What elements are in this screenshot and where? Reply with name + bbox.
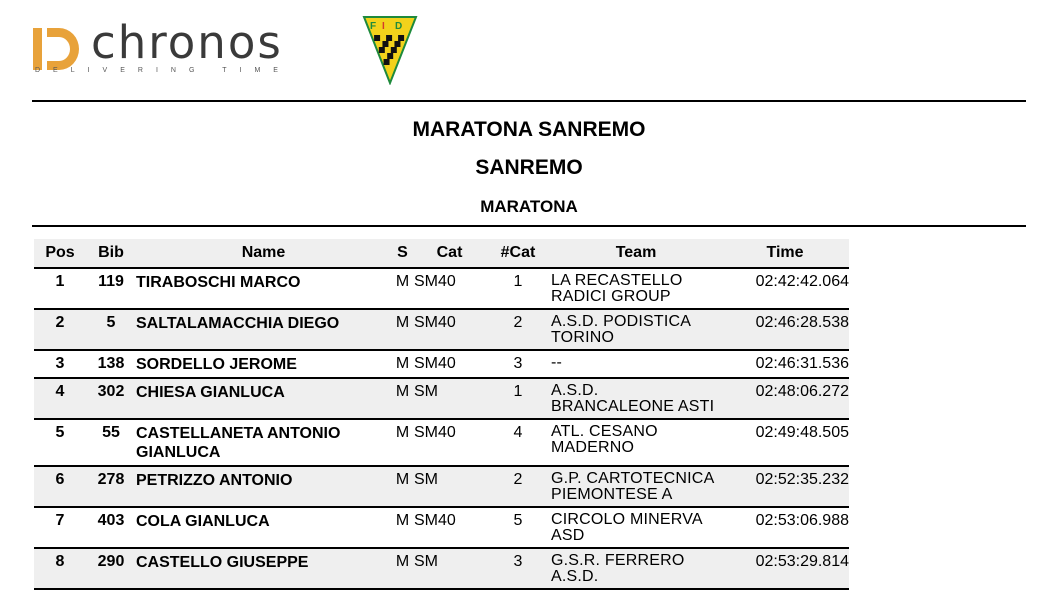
sex-cell: M [391,378,414,419]
brand-name: chronos [91,16,283,69]
sex-cell: M [391,309,414,350]
category-cell: SM [414,548,485,589]
category-cell: SM40 [414,507,485,548]
column-header-team: Team [551,239,721,268]
bib-cell: 403 [86,507,136,548]
table-row [34,378,849,419]
event-title: MARATONA SANREMO [412,118,646,141]
title-divider [32,225,1026,227]
bib-cell: 278 [86,466,136,507]
finish-time-cell: 02:52:35.232 [721,466,849,507]
bib-cell: 138 [86,350,136,378]
athlete-name-cell: SALTALAMACCHIA DIEGO [136,309,391,350]
chronos-logo [33,16,313,80]
team-cell: -- [551,350,721,378]
table-row [34,268,849,309]
svg-text:I: I [382,21,385,32]
finish-time-cell: 02:49:48.505 [721,419,849,466]
position-cell: 4 [34,378,86,419]
category-position-cell: 5 [485,507,551,548]
bib-cell: 5 [86,309,136,350]
finish-time-cell: 02:46:28.538 [721,309,849,350]
category-position-cell: 3 [485,548,551,589]
team-cell: A.S.D. BRANCALEONE ASTI [551,378,721,419]
team-cell: A.S.D. PODISTICA TORINO [551,309,721,350]
table-row [34,507,849,548]
sex-cell: M [391,507,414,548]
race-name: MARATONA [480,197,578,216]
sex-cell: M [391,419,414,466]
category-cell: SM [414,466,485,507]
column-header-pos: Pos [34,239,86,268]
svg-text:F: F [370,21,377,32]
bib-cell: 290 [86,548,136,589]
category-position-cell: 3 [485,350,551,378]
fidal-logo-icon [362,15,418,85]
bib-cell: 55 [86,419,136,466]
team-cell: CIRCOLO MINERVA ASD [551,507,721,548]
chronos-logo-mark-icon [33,28,81,70]
finish-time-cell: 02:53:29.814 [721,548,849,589]
finish-time-cell: 02:53:06.988 [721,507,849,548]
table-row [34,350,849,378]
column-header-name: Name [136,239,391,268]
position-cell: 5 [34,419,86,466]
athlete-name-cell: CASTELLANETA ANTONIO GIANLUCA [136,419,391,466]
category-cell: SM40 [414,309,485,350]
sex-cell: M [391,350,414,378]
position-cell: 3 [34,350,86,378]
table-row [34,309,849,350]
team-cell: G.P. CARTOTECNICA PIEMONTESE A [551,466,721,507]
position-cell: 7 [34,507,86,548]
category-position-cell: 1 [485,268,551,309]
finish-time-cell: 02:42:42.064 [721,268,849,309]
category-cell: SM40 [414,350,485,378]
athlete-name-cell: SORDELLO JEROME [136,350,391,378]
position-cell: 2 [34,309,86,350]
category-position-cell: 2 [485,466,551,507]
table-header-row [34,239,849,268]
team-cell: LA RECASTELLO RADICI GROUP [551,268,721,309]
column-header-time: Time [721,239,849,268]
results-table [34,239,849,590]
table-row [34,548,849,589]
brand-tagline: DELIVERING TIME [35,67,291,74]
team-cell: G.S.R. FERRERO A.S.D. [551,548,721,589]
position-cell: 6 [34,466,86,507]
event-location: SANREMO [475,156,583,179]
column-header-category-position: #Cat [485,239,551,268]
athlete-name-cell: PETRIZZO ANTONIO [136,466,391,507]
category-cell: SM40 [414,268,485,309]
svg-text:D: D [395,21,403,32]
position-cell: 1 [34,268,86,309]
sex-cell: M [391,548,414,589]
bib-cell: 302 [86,378,136,419]
category-cell: SM [414,378,485,419]
finish-time-cell: 02:46:31.536 [721,350,849,378]
sex-cell: M [391,466,414,507]
column-header-category: Cat [414,239,485,268]
position-cell: 8 [34,548,86,589]
team-cell: ATL. CESANO MADERNO [551,419,721,466]
table-row [34,419,849,466]
column-header-bib: Bib [86,239,136,268]
athlete-name-cell: CASTELLO GIUSEPPE [136,548,391,589]
athlete-name-cell: CHIESA GIANLUCA [136,378,391,419]
athlete-name-cell: TIRABOSCHI MARCO [136,268,391,309]
column-header-sex: S [391,239,414,268]
category-position-cell: 2 [485,309,551,350]
athlete-name-cell: COLA GIANLUCA [136,507,391,548]
category-position-cell: 1 [485,378,551,419]
category-cell: SM40 [414,419,485,466]
table-row [34,466,849,507]
bib-cell: 119 [86,268,136,309]
header-divider [32,100,1026,102]
sex-cell: M [391,268,414,309]
category-position-cell: 4 [485,419,551,466]
finish-time-cell: 02:48:06.272 [721,378,849,419]
